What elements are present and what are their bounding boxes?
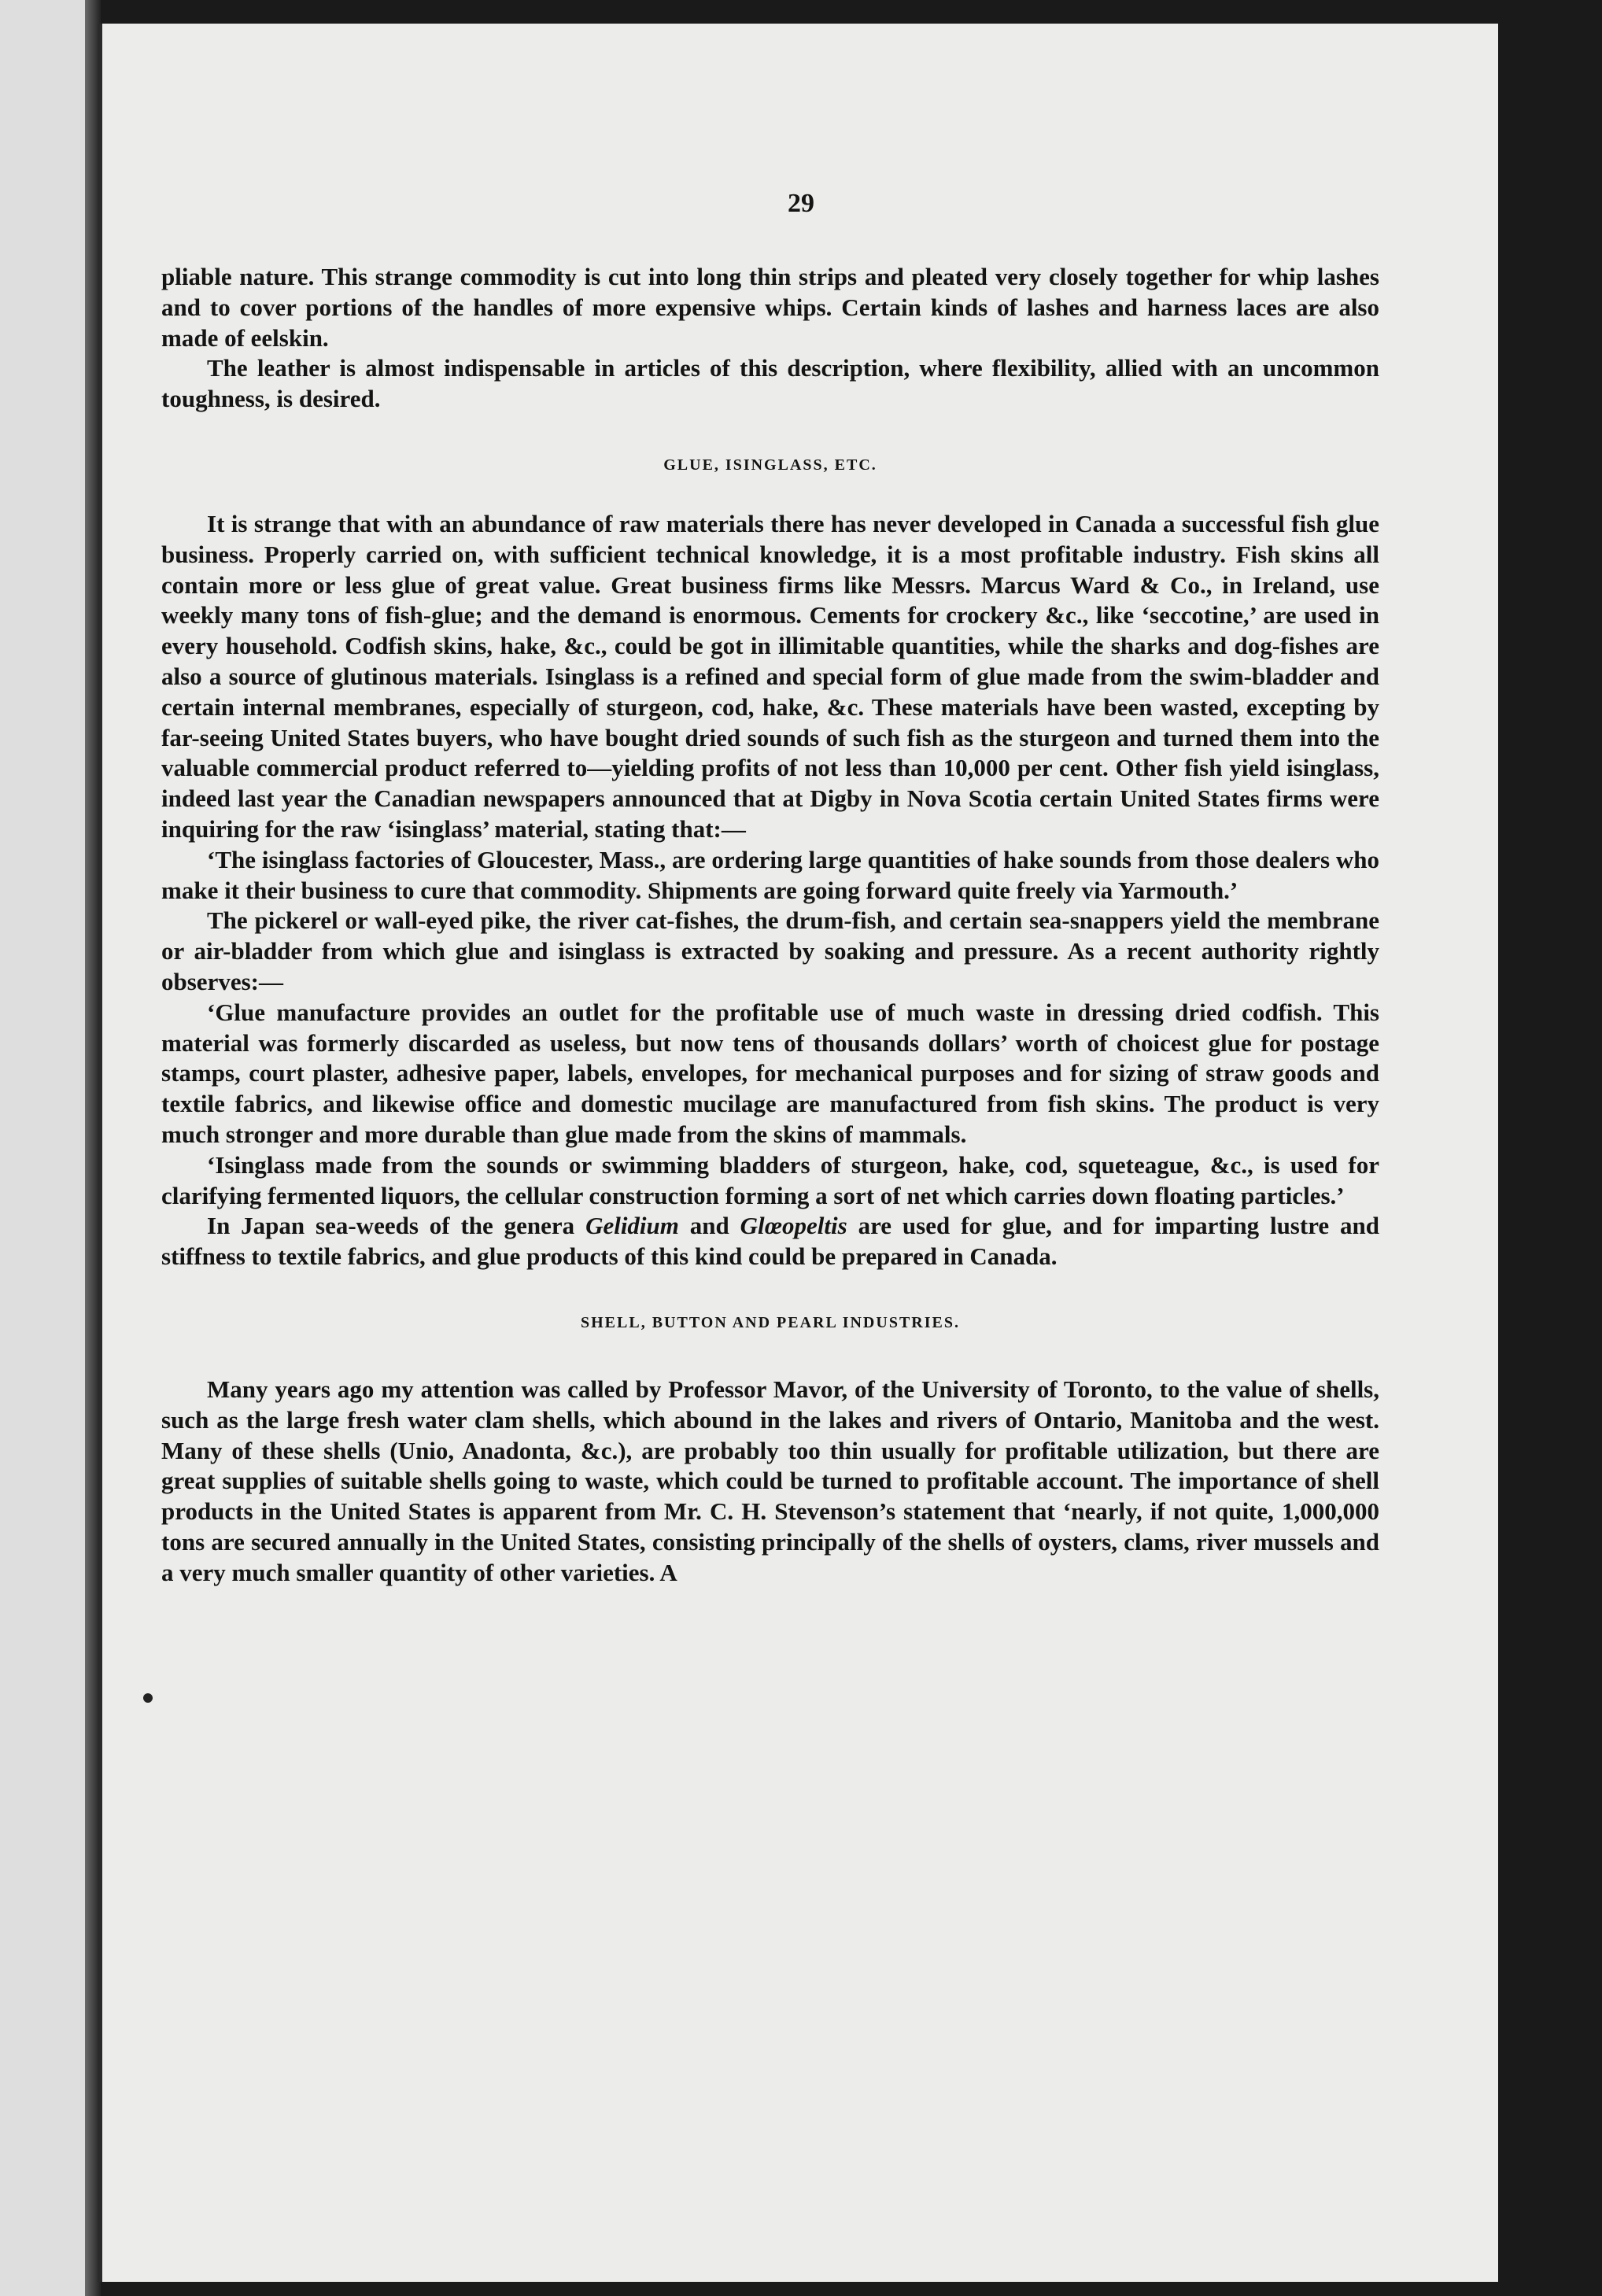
previous-page-edge	[0, 0, 93, 2296]
paragraph-japan	[161, 1211, 1379, 1272]
genus-name: Glœopeltis	[740, 1212, 847, 1240]
paragraph: The pickerel or wall-eyed pike, the river cat-fishes, the drum-fish, and certain sea-snappers yield the membrane or air-bladder from which glue and isinglass is extracted by soaking and pressure. As a recent authority rightly observes:—	[161, 906, 1379, 995]
section-heading-glue: GLUE, ISINGLASS, ETC.	[663, 456, 877, 474]
page-number: 29	[788, 189, 814, 218]
genus-name: Gelidium	[585, 1212, 679, 1240]
quote-paragraph: ‘The isinglass factories of Gloucester, Mass., are ordering large quantities of hake sounds from those dealers who make it their business to cure that commodity. Shipments are going forward quite freely via Yarmouth.’	[161, 845, 1379, 904]
text-run: In Japan sea-weeds of the genera	[207, 1212, 586, 1240]
section-heading-shell: SHELL, BUTTON AND PEARL INDUSTRIES.	[581, 1313, 960, 1331]
paragraph: Many years ago my attention was called by Professor Mavor, of the University of Toronto, to the value of shells, such as the large fresh water clam shells, which abound in the lakes and rivers of Ontario, Manitoba and the west. Many of these shells (Unio, Anadonta, &c.), are probably too thin usually for profitable utilization, but there are great supplies of suitable shells going to waste, which could be turned to profitable account. The importance of shell products in the United States is apparent from Mr. C. H. Stevenson’s statement that ‘nearly, if not quite, 1,000,000 tons are secured annually in the United States, consisting principally of the shells of oysters, clams, river mussels and a very much smaller quantity of other varieties. A	[161, 1375, 1379, 1586]
text-run: and	[678, 1212, 740, 1240]
margin-ink-mark	[143, 1693, 153, 1703]
paragraph: pliable nature. This strange commodity is cut into long thin strips and pleated very closely together for whip lashes and to cover portions of the handles of more expensive whips. Certain kinds of lashes and harness laces are also made of eelskin.	[161, 263, 1379, 352]
paragraph: The leather is almost indispensable in articles of this description, where flexibility, allied with an uncommon toughness, is desired.	[161, 354, 1379, 413]
quote-paragraph: ‘Isinglass made from the sounds or swimming bladders of sturgeon, hake, cod, squeteague, &c., is used for clarifying fermented liquors, the cellular construction forming a sort of net which carries down floating particles.’	[161, 1150, 1379, 1209]
paragraph: It is strange that with an abundance of raw materials there has never developed in Canada a successful fish glue business. Properly carried on, with sufficient technical knowledge, it is a most profitable industry. Fish skins all contain more or less glue of great value. Great business firms like Messrs. Marcus Ward & Co., in Ireland, use weekly many tons of fish-glue; and the demand is enormous. Cements for crockery &c., like ‘seccotine,’ are used in every household. Codfish skins, hake, &c., could be got in illimitable quantities, while the sharks and dog-fishes are also a source of glutinous materials. Isinglass is a refined and special form of glue made from the swim-bladder and certain internal membranes, especially of sturgeon, cod, hake, &c. These materials have been wasted, excepting by far-seeing United States buyers, who have bought dried sounds of such fish as the sturgeon and turned them into the valuable commercial product referred to—yielding profits of not less than 10,000 per cent. Other fish yield isinglass, indeed last year the Canadian newspapers announced that at Digby in Nova Scotia certain United States firms were inquiring for the raw ‘isinglass’ material, stating that:—	[161, 509, 1379, 843]
quote-paragraph: ‘Glue manufacture provides an outlet for the profitable use of much waste in dressing dried codfish. This material was formerly discarded as useless, but now tens of thousands dollars’ worth of choicest glue for postage stamps, court plaster, adhesive paper, labels, envelopes, for mechanical purposes and for sizing of straw goods and textile fabrics, and likewise office and domestic mucilage are manufactured from fish skins. The product is very much stronger and more durable than glue made from the skins of mammals.	[161, 998, 1379, 1148]
text-run: are used for glue, and for imparting lustre and stiffness to textile fabrics, and glue products of this kind could be prepared in Canada.	[161, 1212, 1380, 1271]
page-body	[161, 262, 1379, 1588]
